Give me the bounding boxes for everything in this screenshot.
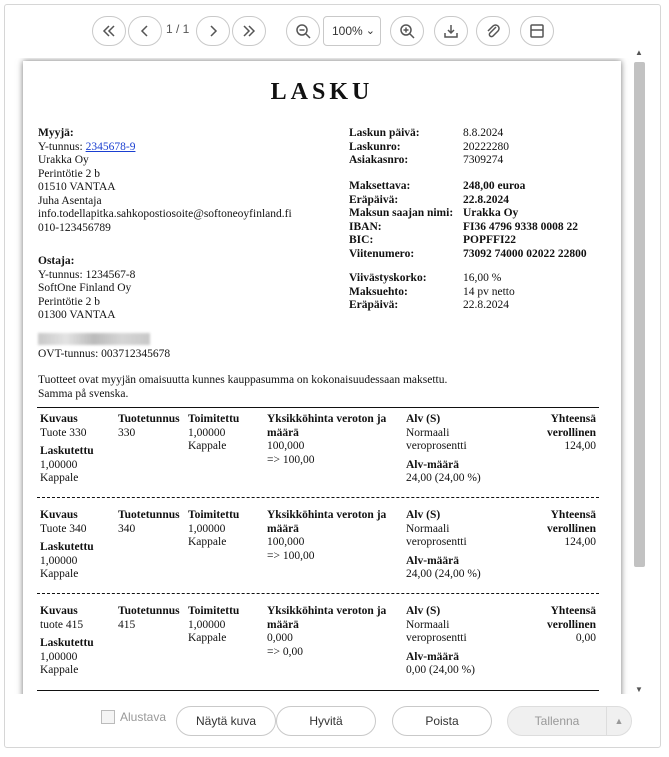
cell-kuvaus: Tuote 330: [40, 426, 87, 439]
col-header-alv-maara: Alv-määrä: [406, 554, 460, 567]
col-header-kuvaus: Kuvaus: [40, 509, 78, 521]
double-chevron-left-icon: [100, 22, 118, 40]
chevron-down-icon: ⌄: [365, 25, 375, 37]
col-header-kuvaus: Kuvaus: [40, 605, 78, 617]
seller-contact: Juha Asentaja: [38, 194, 102, 207]
scroll-up-icon[interactable]: ▲: [635, 48, 643, 57]
col-header-toimitettu: Toimitettu: [188, 605, 240, 617]
row-separator: [37, 593, 599, 594]
cell-tuotetunnus: 340: [118, 522, 136, 535]
cell-laskutettu-unit: Kappale: [40, 568, 79, 580]
seller-email: info.todellapitka.sahkopostiosoite@softoneoyfinland.fi: [38, 208, 292, 220]
cell-tuotetunnus: 330: [118, 426, 136, 439]
zoom-out-button[interactable]: [286, 16, 320, 46]
double-chevron-right-icon: [240, 22, 258, 40]
cell-toimitettu-qty: 1,00000: [188, 618, 226, 631]
col-header-laskutettu: Laskutettu: [40, 637, 94, 649]
alustava-checkbox[interactable]: [101, 710, 115, 724]
notice-line-1: Tuotteet ovat myyjän omaisuutta kunnes kauppasumma on kokonaisuudessaan maksettu.: [38, 374, 448, 386]
col-header-laskutettu: Laskutettu: [40, 445, 94, 457]
col-header-toimitettu: Toimitettu: [188, 509, 240, 521]
detail-label: Laskunro:: [349, 140, 401, 153]
page-indicator: 1 / 1: [166, 22, 190, 36]
panel-icon: [528, 22, 546, 40]
cell-kuvaus: Tuote 340: [40, 522, 87, 535]
detail-value: 14 pv netto: [463, 285, 515, 298]
col-header-yksikko: Yksikköhinta veroton ja: [267, 605, 387, 617]
cell-total: 124,00: [564, 536, 596, 548]
attachment-button[interactable]: [476, 16, 510, 46]
notice-line-2: Samma på svenska.: [38, 387, 129, 400]
dialog-footer: [0, 696, 669, 748]
cell-alv-amount: 24,00 (24,00 %): [406, 568, 481, 580]
seller-street: Perintötie 2 b: [38, 167, 100, 180]
cell-toimitettu-unit: Kappale: [188, 440, 227, 452]
cell-alv-2: veroprosentti: [406, 536, 467, 548]
cell-toimitettu-unit: Kappale: [188, 536, 227, 548]
col-header-yksikko: Yksikköhinta veroton ja: [267, 509, 387, 521]
detail-value: 22.8.2024: [463, 299, 509, 311]
col-header-verollinen: verollinen: [547, 522, 596, 535]
zoom-select[interactable]: [323, 16, 381, 46]
buyer-heading: Ostaja:: [38, 255, 75, 267]
detail-label: IBAN:: [349, 220, 382, 233]
col-header-maara: määrä: [267, 522, 299, 535]
detail-value: 8.8.2024: [463, 127, 504, 139]
cell-yks-price: 100,000: [267, 440, 305, 452]
detail-value: 248,00 euroa: [463, 180, 526, 192]
detail-label: Maksun saajan nimi:: [349, 207, 454, 219]
last-page-button[interactable]: [232, 16, 266, 46]
detail-label: Maksettava:: [349, 180, 411, 192]
detail-label: Laskun päivä:: [349, 127, 420, 139]
cell-alv-amount: 0,00 (24,00 %): [406, 664, 475, 676]
cell-yks-price: 0,000: [267, 632, 293, 644]
vertical-scrollbar[interactable]: [633, 48, 646, 694]
cell-toimitettu-qty: 1,00000: [188, 522, 226, 535]
detail-value: 20222280: [463, 140, 509, 153]
zoom-value: 100%: [332, 24, 363, 38]
cell-laskutettu-qty: 1,00000: [40, 458, 78, 471]
zoom-in-button[interactable]: [390, 16, 424, 46]
detail-value: POPFFI22: [463, 234, 517, 246]
col-header-alv-maara: Alv-määrä: [406, 650, 460, 663]
col-header-yhteensa: Yhteensä: [550, 605, 596, 617]
cell-yks-arrow: => 100,00: [267, 549, 315, 562]
scrollbar-thumb[interactable]: [634, 62, 645, 567]
col-header-alv: Alv (S): [406, 605, 441, 617]
col-header-toimitettu: Toimitettu: [188, 413, 240, 425]
seller-ytunnus-link[interactable]: 2345678-9: [85, 140, 136, 153]
cell-alv-1: Normaali: [406, 618, 450, 631]
detail-label: Viivästyskorko:: [349, 272, 427, 284]
col-header-yksikko: Yksikköhinta veroton ja: [267, 413, 387, 425]
col-header-verollinen: verollinen: [547, 426, 596, 439]
download-icon: [442, 22, 460, 40]
buyer-postal: 01300 VANTAA: [38, 309, 116, 321]
cell-alv-1: Normaali: [406, 522, 450, 535]
detail-value: 7309274: [463, 154, 504, 166]
download-button[interactable]: [434, 16, 468, 46]
seller-phone: 010-123456789: [38, 221, 111, 234]
col-header-tuotetunnus: Tuotetunnus: [118, 509, 180, 521]
previous-page-button[interactable]: [128, 16, 162, 46]
col-header-kuvaus: Kuvaus: [40, 413, 78, 425]
caret-up-icon: ▲: [614, 716, 624, 726]
cell-alv-amount: 24,00 (24,00 %): [406, 472, 481, 484]
chevron-right-icon: [204, 22, 222, 40]
ovt-tunnus: OVT-tunnus: 003712345678: [38, 348, 171, 360]
buyer-name: SoftOne Finland Oy: [38, 282, 132, 294]
redacted-text: [38, 333, 150, 345]
alustava-label: Alustava: [120, 710, 167, 724]
poista-button[interactable]: Poista: [392, 706, 492, 736]
detail-label: Eräpäivä:: [349, 193, 399, 206]
scroll-down-icon[interactable]: ▼: [635, 685, 643, 694]
seller-ytunnus: [38, 141, 135, 155]
col-header-alv: Alv (S): [406, 509, 441, 521]
col-header-yhteensa: Yhteensä: [550, 413, 596, 425]
cell-toimitettu-qty: 1,00000: [188, 426, 226, 439]
cell-tuotetunnus: 415: [118, 618, 136, 631]
viewer-toolbar: [0, 0, 669, 60]
cell-laskutettu-unit: Kappale: [40, 664, 79, 676]
seller-heading: Myyjä:: [38, 127, 74, 139]
detail-label: Asiakasnro:: [349, 154, 409, 166]
cell-laskutettu-qty: 1,00000: [40, 554, 78, 567]
invoice-title: LASKU: [270, 79, 374, 105]
col-header-laskutettu: Laskutettu: [40, 541, 94, 553]
cell-laskutettu-unit: Kappale: [40, 472, 79, 484]
buyer-ytunnus: Y-tunnus: 1234567-8: [38, 268, 136, 281]
col-header-maara: määrä: [267, 618, 299, 631]
invoice-page: [23, 61, 621, 694]
col-header-tuotetunnus: Tuotetunnus: [118, 605, 180, 617]
seller-postal: 01510 VANTAA: [38, 181, 116, 193]
layout-toggle-button[interactable]: [520, 16, 554, 46]
col-header-yhteensa: Yhteensä: [550, 509, 596, 521]
hyvita-button[interactable]: Hyvitä: [276, 706, 376, 736]
cell-alv-1: Normaali: [406, 426, 450, 439]
chevron-left-icon: [136, 22, 154, 40]
col-header-tuotetunnus: Tuotetunnus: [118, 413, 180, 425]
table-top-rule: [37, 407, 599, 408]
next-page-button[interactable]: [196, 16, 230, 46]
zoom-in-icon: [398, 22, 416, 40]
paperclip-icon: [484, 22, 502, 40]
cell-yks-price: 100,000: [267, 536, 305, 548]
col-header-maara: määrä: [267, 426, 299, 439]
cell-kuvaus: tuote 415: [40, 618, 84, 631]
seller-ytunnus-label: Y-tunnus:: [38, 140, 86, 153]
detail-label: Eräpäivä:: [349, 299, 399, 311]
tallenna-menu-button[interactable]: [606, 706, 632, 736]
cell-yks-arrow: => 100,00: [267, 453, 315, 466]
col-header-verollinen: verollinen: [547, 618, 596, 631]
document-viewer[interactable]: [10, 58, 630, 694]
row-separator: [37, 497, 599, 498]
col-header-alv-maara: Alv-määrä: [406, 458, 460, 471]
detail-label: Maksuehto:: [349, 285, 408, 298]
zoom-out-icon: [294, 22, 312, 40]
seller-name: Urakka Oy: [38, 154, 89, 166]
table-bottom-rule: [37, 690, 599, 691]
cell-laskutettu-qty: 1,00000: [40, 650, 78, 663]
nayta-kuva-button[interactable]: Näytä kuva: [176, 706, 276, 736]
buyer-street: Perintötie 2 b: [38, 295, 100, 308]
cell-total: 124,00: [564, 440, 596, 452]
detail-value: Urakka Oy: [463, 207, 519, 219]
detail-label: Viitenumero:: [349, 247, 415, 260]
detail-label: BIC:: [349, 234, 374, 246]
cell-total: 0,00: [575, 632, 596, 644]
cell-yks-arrow: => 0,00: [267, 645, 303, 658]
cell-alv-2: veroprosentti: [406, 632, 467, 644]
first-page-button[interactable]: [92, 16, 126, 46]
detail-value: FI36 4796 9338 0008 22: [463, 220, 578, 233]
cell-alv-2: veroprosentti: [406, 440, 467, 452]
tallenna-button[interactable]: Tallenna: [507, 706, 607, 736]
detail-value: 22.8.2024: [463, 193, 509, 206]
detail-value: 16,00 %: [463, 272, 502, 284]
cell-toimitettu-unit: Kappale: [188, 632, 227, 644]
detail-value: 73092 74000 02022 22800: [463, 247, 587, 260]
col-header-alv: Alv (S): [406, 413, 441, 425]
